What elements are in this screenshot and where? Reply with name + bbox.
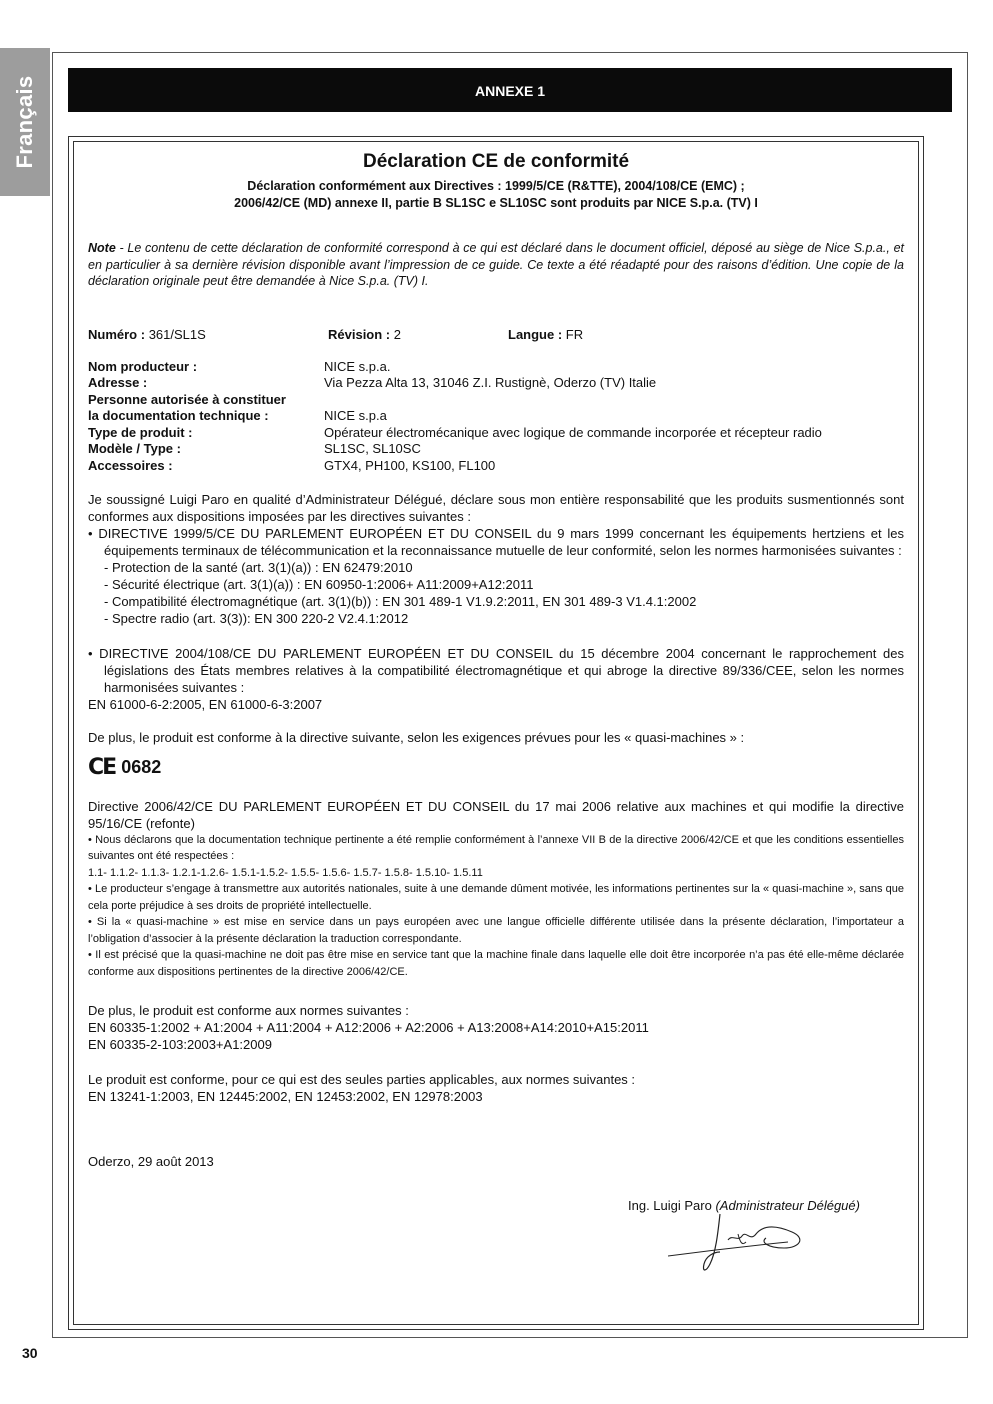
requirements-list: 1.1- 1.1.2- 1.1.3- 1.2.1-1.2.6- 1.5.1-1.5.2- 1.5.5- 1.5.6- 1.5.7- 1.5.8- 1.5.10- 1.5.11 [88, 866, 483, 879]
norm-item: - Protection de la santé (art. 3(1)(a)) : EN 62479:2010 [104, 559, 413, 575]
intro-paragraph: Je soussigné Luigi Paro en qualité d’Administrateur Délégué, déclare sous mon entière responsabilité que les produits susmentionnés sont conformes aux dispositions imposées par les directives suivantes : [88, 491, 904, 524]
declaration-subtitle-line1: Déclaration conformément aux Directives : 1999/5/CE (R&TTE), 2004/108/CE (EMC) ; [247, 179, 745, 193]
revision-cell [328, 326, 508, 343]
field-value: GTX4, PH100, KS100, FL100 [324, 458, 496, 474]
field-label: la documentation technique : [88, 408, 269, 424]
directive-2004-paragraph: • DIRECTIVE 2004/108/CE DU PARLEMENT EUROPÉEN ET DU CONSEIL du 15 décembre 2004 concernant le rapprochement des législations des États membres relatives à la compatibilité électromagnétique et qui abroge la directive 89/336/CEE, selon les normes harmonisées suivantes : [88, 645, 904, 695]
language-tab-label: Français [12, 75, 37, 169]
langue-cell [508, 326, 583, 343]
partial-norms-intro: Le produit est conforme, pour ce qui est des seules parties applicables, aux normes suivantes : [88, 1072, 636, 1088]
small-bullet: • Nous déclarons que la documentation technique pertinente a été remplie conformément à l’annexe VII B de la directive 2006/42/CE et que les conditions essentielles suivantes ont été respectées : [88, 833, 904, 863]
note-text: - Le contenu de cette déclaration de conformité correspond à ce qui est déclaré dans le document officiel, déposé au siège de Nice S.p.a., et en particulier à sa dernière révision disponible avant l’impression de ce guide. Ce texte a été réadapté pour des raisons d’édition. Une copie de la déclaration originale peut être demandée à Nice S.p.a. (TV) I. [88, 241, 904, 288]
revision-value: 2 [393, 326, 401, 342]
field-value: Via Pezza Alta 13, 31046 Z.I. Rustignè, Oderzo (TV) Italie [324, 375, 657, 391]
field-value: NICE s.p.a. [324, 358, 391, 374]
note-paragraph [88, 240, 904, 290]
norms-intro: De plus, le produit est conforme aux normes suivantes : [88, 1003, 409, 1019]
ce-marking [88, 752, 904, 784]
quasi-machines-intro: De plus, le produit est conforme à la directive suivante, selon les exigences prévues pour les « quasi-machines » : [88, 729, 745, 745]
small-bullet: • Si la « quasi-machine » est mise en service dans un pays européen avec une langue officielle différente utilisée dans la présente déclaration, l’importateur a l’obligation d’associer à la présente déclaration la traduction correspondante. [88, 916, 904, 945]
field-label: Personne autorisée à constituer [88, 391, 286, 407]
declaration-content [88, 150, 904, 1170]
field-value: NICE s.p.a [324, 408, 387, 424]
page-number: 30 [22, 1345, 38, 1361]
directive-2006-paragraph: Directive 2006/42/CE DU PARLEMENT EUROPÉEN ET DU CONSEIL du 17 mai 2006 relative aux machines et qui modifie la directive 95/16/CE (refonte) [88, 798, 904, 831]
annex-header: ANNEXE 1 [68, 68, 952, 112]
langue-value: FR [565, 326, 584, 342]
field-label: Nom producteur : [88, 358, 198, 374]
directive-1999-norms [88, 559, 904, 627]
field-label: Modèle / Type : [88, 441, 181, 457]
language-tab [0, 48, 50, 196]
langue-label: Langue : [508, 326, 563, 342]
field-value [324, 392, 904, 409]
small-bullet: • Il est précisé que la quasi-machine ne doit pas être mise en service tant que la machine finale dans laquelle elle doit être incorporée n’a pas été elle-même déclarée conforme aux dispositions pertinentes de la directive 2006/42/CE. [88, 949, 904, 978]
declaration-title: Déclaration CE de conformité [362, 151, 630, 172]
revision-label: Révision : [328, 326, 391, 342]
signatory-name: Ing. Luigi Paro [628, 1198, 712, 1213]
field-value: SL1SC, SL10SC [324, 441, 421, 457]
document-meta-row [88, 326, 904, 343]
field-label: Adresse : [88, 375, 148, 391]
signatory-role: (Administrateur Délégué) [715, 1198, 860, 1213]
declaration-subtitle-line2: 2006/42/CE (MD) annexe II, partie B SL1SC e SL10SC sont produits par NICE S.p.a. (TV) I [234, 196, 758, 210]
numero-value: 361/SL1S [148, 326, 206, 342]
norms-line: EN 60335-1:2002 + A1:2004 + A11:2004 + A12:2006 + A2:2006 + A13:2008+A14:2010+A15:2011 [88, 1020, 649, 1036]
note-label: Note [88, 241, 116, 255]
numero-cell [88, 326, 328, 343]
small-bullet: • Le producteur s’engage à transmettre aux autorités nationales, suite à une demande dûment motivée, les informations pertinentes sur la « quasi-machine », sans que cela porte préjudice à ses droits de propriété intellectuelle. [88, 883, 904, 912]
place-date: Oderzo, 29 août 2013 [88, 1154, 214, 1170]
norm-item: - Spectre radio (art. 3(3)): EN 300 220-2 V2.4.1:2012 [104, 610, 409, 626]
handwritten-signature [668, 1212, 818, 1276]
numero-label: Numéro : [88, 326, 146, 342]
field-label: Accessoires : [88, 458, 173, 474]
ce-logo: CE [88, 755, 116, 781]
directive-1999-paragraph: • DIRECTIVE 1999/5/CE DU PARLEMENT EUROPÉEN ET DU CONSEIL du 9 mars 1999 concernant les équipements hertziens et les équipements terminaux de télécommunication et la reconnaissance mutuelle de leur conformité, selon les normes harmonisées suivantes : [88, 525, 904, 558]
producer-fields [88, 359, 904, 475]
norm-item: - Sécurité électrique (art. 3(1)(a)) : EN 60950-1:2006+ A11:2009+A12:2011 [104, 576, 534, 592]
directive-2004-norms: EN 61000-6-2:2005, EN 61000-6-3:2007 [88, 696, 323, 712]
norm-item: - Compatibilité électromagnétique (art. 3(1)(b)) : EN 301 489-1 V1.9.2:2011, EN 301 489-3 V1.4.1:2002 [104, 593, 697, 609]
ce-number: 0682 [121, 757, 162, 778]
norms-line: EN 60335-2-103:2003+A1:2009 [88, 1037, 272, 1053]
signatory [628, 1198, 860, 1213]
field-label: Type de produit : [88, 424, 193, 440]
partial-norms: EN 13241-1:2003, EN 12445:2002, EN 12453:2002, EN 12978:2003 [88, 1089, 483, 1105]
field-value: Opérateur électromécanique avec logique de commande incorporée et récepteur radio [324, 424, 822, 440]
